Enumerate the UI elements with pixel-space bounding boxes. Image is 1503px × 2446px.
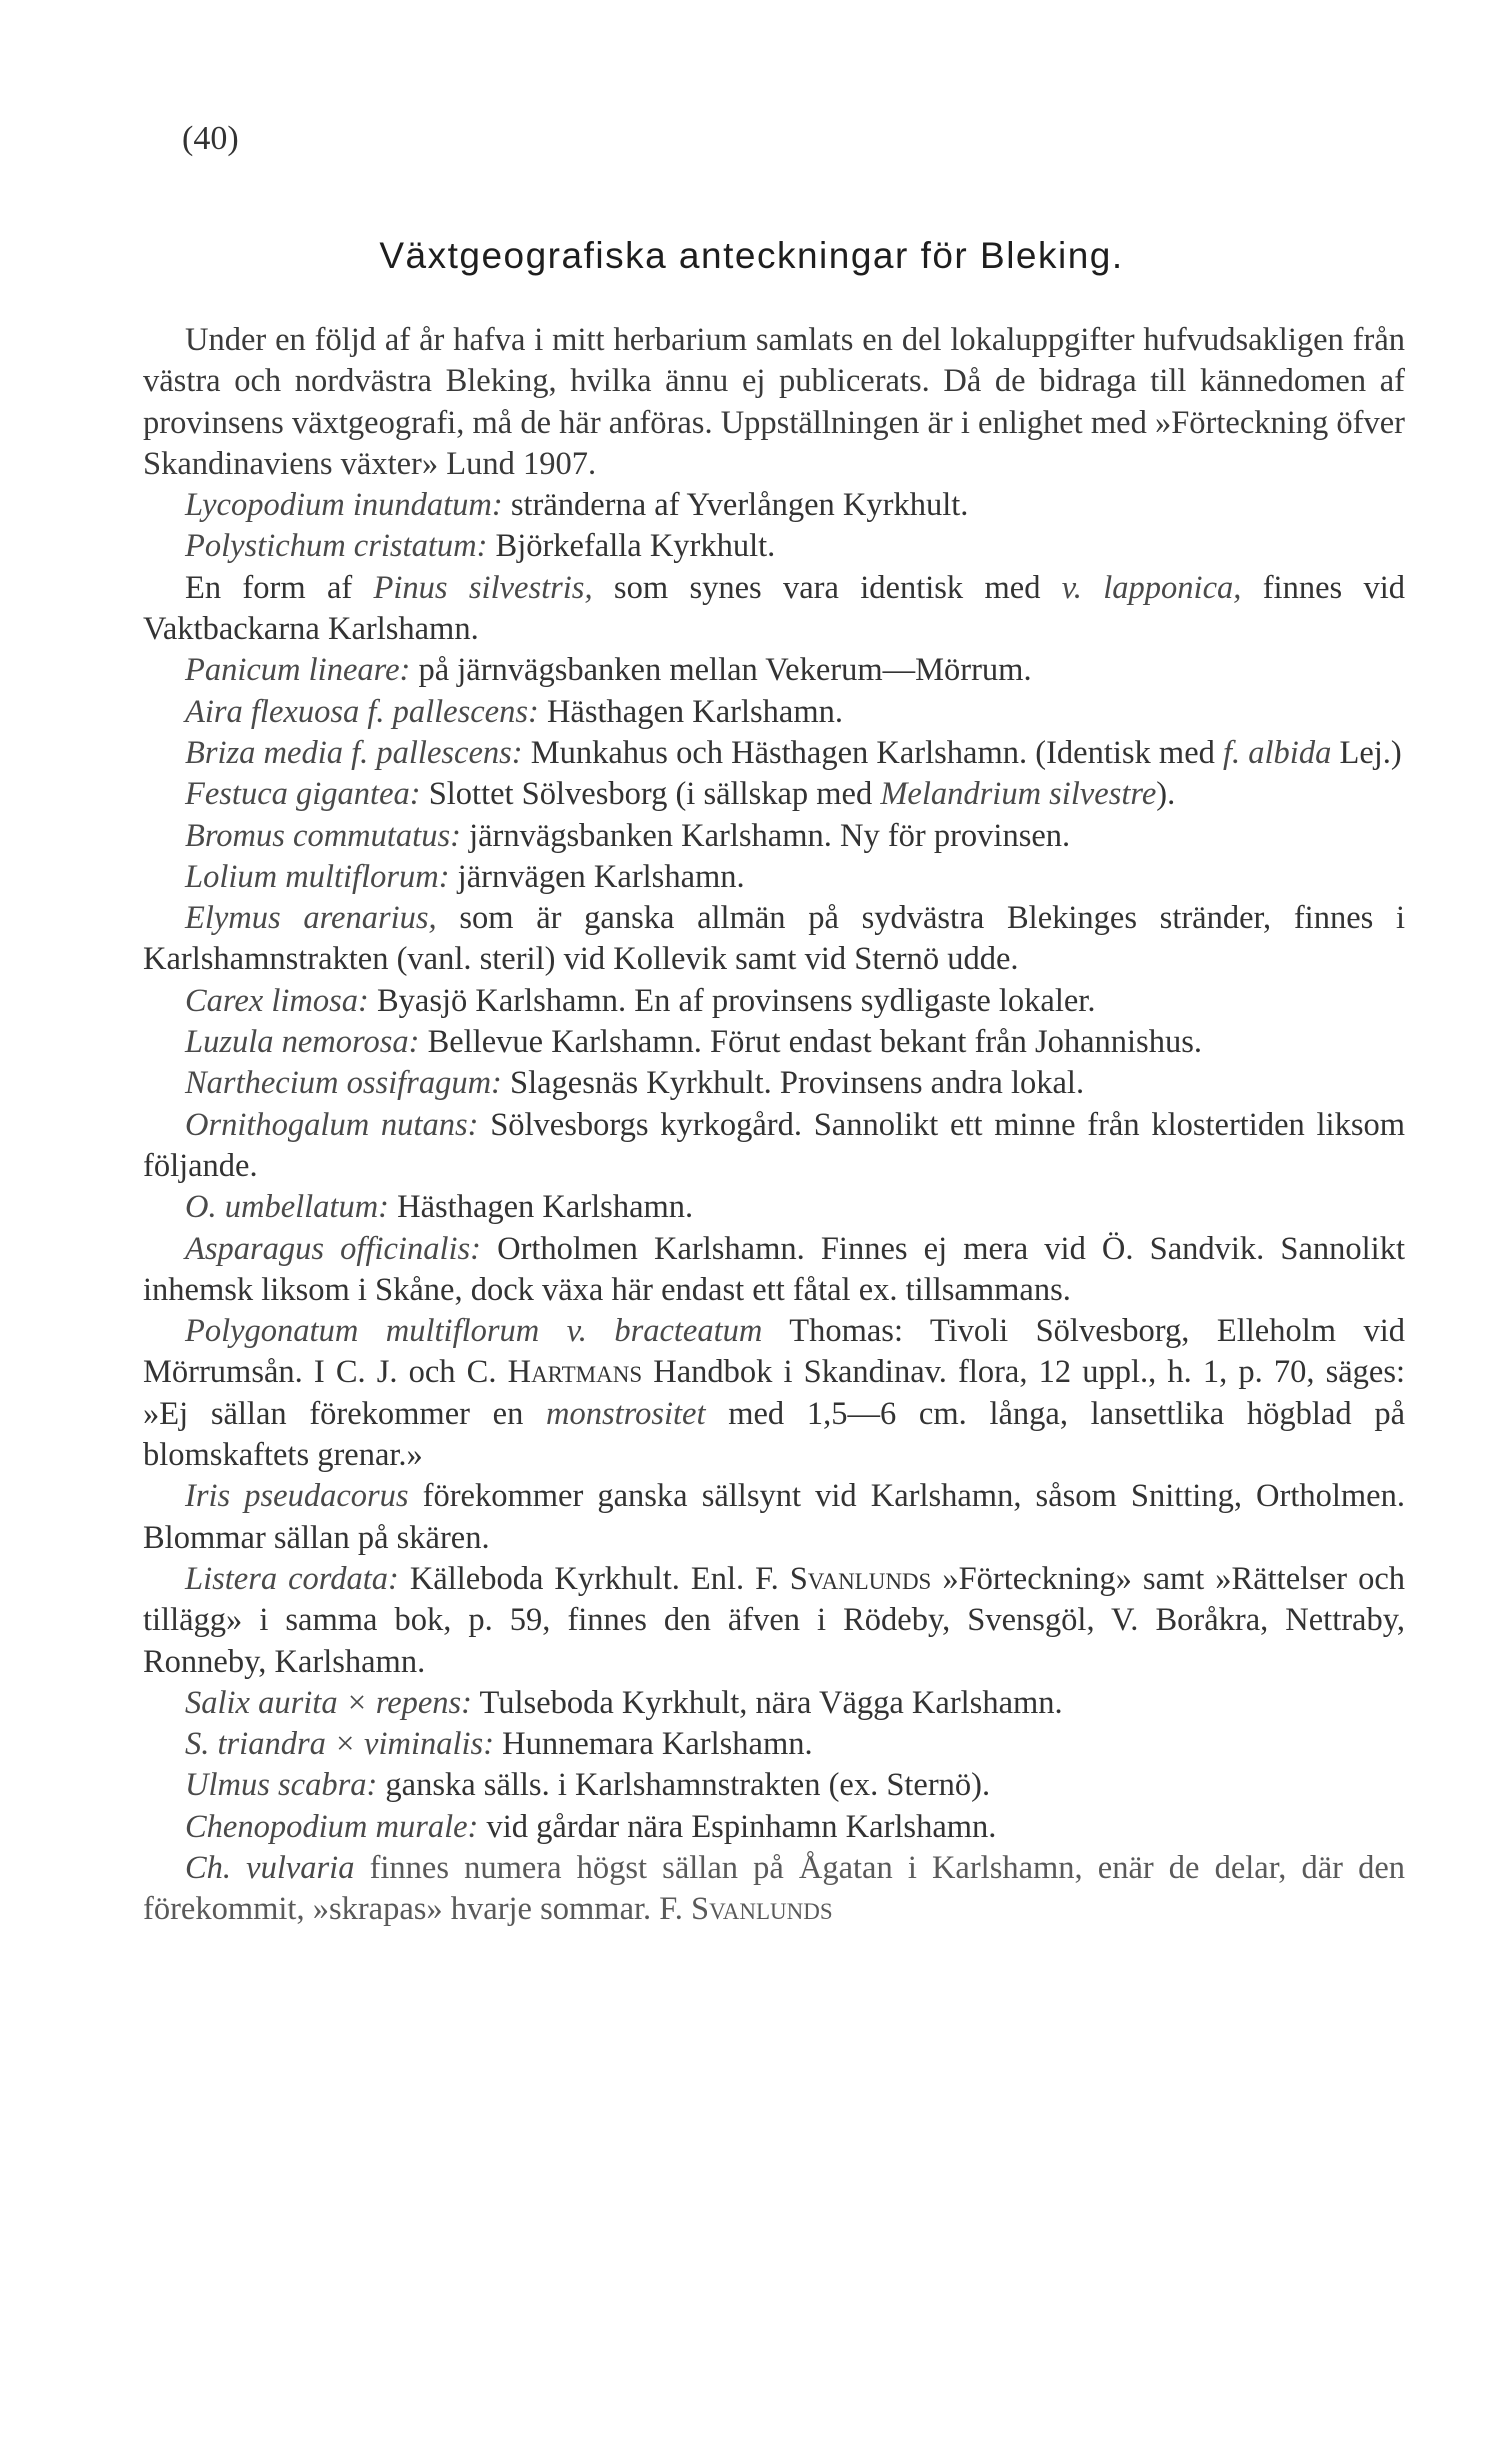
entry-lycopodium	[143, 485, 1405, 526]
species-name: Ch. vulvaria	[185, 1849, 355, 1886]
entry-text: Thomas: Tivoli Sölvesborg, Elleholm vid Mörrumsån. I C. J. och C.	[143, 1313, 1405, 1391]
entry-text: Bellevue Karlshamn. Förut endast bekant från Johannishus.	[419, 1024, 1202, 1061]
species-name: O. umbellatum:	[185, 1189, 389, 1226]
entry-text: som synes vara identisk med	[592, 569, 1062, 606]
entry-polygonatum	[143, 1311, 1405, 1476]
entry-text: ).	[1156, 776, 1176, 813]
entry-narthecium	[143, 1063, 1405, 1104]
species-name: Polystichum cristatum:	[185, 528, 488, 565]
entry-ornithogalum-umbellatum	[143, 1187, 1405, 1228]
entry-luzula	[143, 1022, 1405, 1063]
entry-chenopodium-vulvaria	[143, 1848, 1405, 1931]
entry-lolium	[143, 857, 1405, 898]
form-name: f. albida	[1223, 734, 1332, 771]
entry-text: ganska sälls. i Karlshamnstrakten (ex. Sternö).	[377, 1767, 991, 1804]
entry-text: finnes vid Vaktbackarna Karlshamn.	[143, 569, 1406, 648]
entry-polystichum	[143, 526, 1405, 567]
entry-text: Lej.)	[1331, 734, 1402, 771]
species-name: Narthecium ossifragum:	[185, 1065, 502, 1102]
entry-text: Munkahus och Hästhagen Karlshamn. (Identisk med	[522, 734, 1223, 771]
species-name: Listera cordata:	[185, 1560, 399, 1597]
entry-panicum	[143, 650, 1405, 691]
entry-pinus	[143, 568, 1405, 651]
entry-elymus	[143, 898, 1405, 981]
entry-text: Byasjö Karlshamn. En af provinsens sydligaste lokaler.	[368, 982, 1096, 1019]
article-title: Växtgeografiska anteckningar för Bleking.	[379, 235, 1124, 276]
entry-festuca	[143, 774, 1405, 815]
entry-salix-aurita	[143, 1683, 1405, 1724]
entry-text: Hästhagen Karlshamn.	[538, 693, 843, 730]
species-name: Carex limosa:	[185, 982, 369, 1019]
entry-text: Hunnemara Karlshamn.	[494, 1726, 813, 1763]
species-name: Salix aurita × repens:	[185, 1684, 473, 1721]
entry-carex	[143, 981, 1405, 1022]
species-name: Luzula nemorosa:	[185, 1024, 420, 1061]
species-name: Panicum lineare:	[185, 652, 411, 689]
emphasis-term: monstrositet	[546, 1395, 706, 1432]
species-name: Polygonatum multiflorum v. bracteatum	[185, 1313, 763, 1350]
entry-asparagus	[143, 1229, 1405, 1312]
entry-listera	[143, 1559, 1405, 1683]
entry-ulmus	[143, 1765, 1405, 1806]
entry-text: Tulseboda Kyrkhult, nära Vägga Karlshamn.	[472, 1684, 1063, 1721]
species-name: Pinus silvestris,	[373, 569, 593, 606]
entry-text: Hästhagen Karlshamn.	[389, 1189, 694, 1226]
species-name: Chenopodium murale:	[185, 1808, 479, 1845]
author-name: Svanlunds	[691, 1891, 833, 1928]
species-name: Ulmus scabra:	[185, 1767, 378, 1804]
entry-ornithogalum-nutans	[143, 1105, 1405, 1188]
entry-text: Ortholmen Karlshamn. Finnes ej mera vid Ö. Sandvik. Sannolikt inhemsk liksom i Skåne, dock växa här endast ett fåtal ex. tillsammans.	[143, 1230, 1405, 1308]
entry-text: järnvägsbanken Karlshamn. Ny för provinsen.	[460, 817, 1071, 854]
entry-aira	[143, 692, 1405, 733]
page-number: (40)	[182, 120, 239, 157]
entry-text: Källeboda Kyrkhult. Enl. F.	[398, 1560, 790, 1597]
entry-text: finnes numera högst sällan på Ågatan i Karlshamn, enär de delar, där den förekommit, »skrapas» hvarje sommar. F.	[143, 1849, 1405, 1928]
article-body	[143, 320, 1405, 1931]
species-name: Lycopodium inundatum:	[185, 487, 503, 524]
entry-text: som är ganska allmän på sydvästra Blekinges stränder, finnes i Karlshamnstrakten (vanl. steril) vid Kollevik samt vid Sternö udde.	[143, 900, 1405, 978]
entry-chenopodium-murale	[143, 1807, 1405, 1848]
author-name: Svanlunds	[789, 1560, 932, 1597]
species-name: Bromus commutatus:	[185, 817, 461, 854]
entry-bromus	[143, 816, 1405, 857]
entry-text: Slottet Sölvesborg (i sällskap med	[420, 776, 881, 813]
entry-text: med 1,5—6 cm. långa, lansettlika högblad på blomskaftets grenar.»	[143, 1395, 1405, 1474]
species-name: Asparagus officinalis:	[185, 1230, 481, 1267]
entry-salix-triandra	[143, 1724, 1405, 1765]
species-name: Briza media f. pallescens:	[185, 734, 523, 771]
entry-text: En form af	[185, 569, 374, 606]
species-name: S. triandra × viminalis:	[185, 1726, 495, 1763]
species-name: Lolium multiflorum:	[185, 858, 450, 895]
entry-text: Slagesnäs Kyrkhult. Provinsens andra lokal.	[501, 1065, 1085, 1102]
entry-briza	[143, 733, 1405, 774]
intro-paragraph: Under en följd af år hafva i mitt herbarium samlats en del lokaluppgifter hufvudsakligen från västra och nordvästra Bleking, hvilka ännu ej publicerats. Då de bidraga till kännedomen af provinsens växtgeografi, må de här anföras. Uppställningen är i enlighet med »Förteckning öfver Skandinaviens växter» Lund 1907.	[143, 322, 1405, 482]
author-name: Hartmans	[507, 1354, 643, 1391]
entry-text: Sölvesborgs kyrkogård. Sannolikt ett minne från klostertiden liksom följande.	[143, 1106, 1405, 1184]
species-name: Elymus arenarius,	[185, 900, 437, 937]
companion-species: Melandrium silvestre	[880, 776, 1157, 813]
entry-text: på järnvägsbanken mellan Vekerum—Mörrum.	[410, 652, 1032, 689]
variety-name: v. lapponica,	[1061, 569, 1242, 606]
species-name: Festuca gigantea:	[185, 776, 421, 813]
entry-text: Handbok i Skandinav. flora, 12 uppl., h. 1, p. 70, säges: »Ej sällan förekommer en	[143, 1354, 1405, 1432]
entry-text: »Förteckning» samt »Rättelser och tillägg» i samma bok, p. 59, finnes den äfven i Rödeby, Svensgöl, V. Boråkra, Nettraby, Ronneby, Karlshamn.	[143, 1560, 1405, 1680]
entry-text: järnvägen Karlshamn.	[449, 858, 745, 895]
species-name: Iris pseudacorus	[185, 1478, 409, 1515]
entry-text: stränderna af Yverlången Kyrkhult.	[502, 487, 969, 524]
entry-iris	[143, 1476, 1405, 1559]
species-name: Ornithogalum nutans:	[185, 1106, 479, 1143]
entry-text: vid gårdar nära Espinhamn Karlshamn.	[478, 1808, 997, 1845]
entry-text: Björkefalla Kyrkhult.	[487, 528, 776, 565]
species-name: Aira flexuosa f. pallescens:	[185, 693, 539, 730]
entry-text: förekommer ganska sällsynt vid Karlshamn, såsom Snitting, Ortholmen. Blommar sällan på skären.	[143, 1478, 1405, 1556]
